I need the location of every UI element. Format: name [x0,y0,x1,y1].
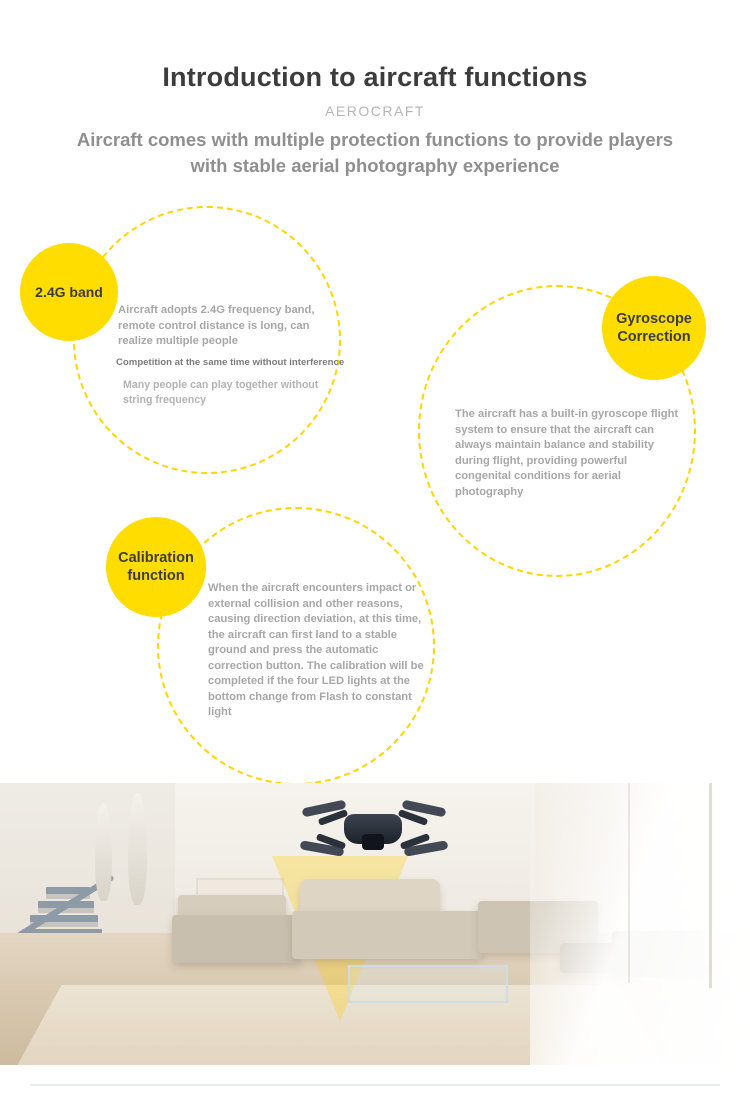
feature-body-gyroscope: The aircraft has a built-in gyroscope flight system to ensure that the aircraft can always maintain balance and stability during flight, providing powerful congenital conditions for aerial photography [455,408,679,498]
feature-badge-calibration [106,517,206,617]
window-glow [530,783,750,1065]
feature-badge-calibration-label: Calibration function [118,550,194,584]
feature-subheading-24g: Competition at the same time without interference [116,357,345,368]
coffee-table [348,965,508,1003]
sofa-middle-section [292,911,482,959]
drone-icon [300,788,448,866]
feature-body-calibration: When the aircraft encounters impact or external collision and other reasons, causing direction deviation, at this time, the aircraft can first land to a stable ground and press the automatic correction button. The calibration will be completed if the four LED lights at the bottom change from Flash to constant light [208,582,424,718]
feature-badge-24g [20,243,118,341]
floor-vase-2 [128,793,147,905]
feature-badge-gyroscope [602,276,706,380]
feature-subbody-24g: Many people can play together without string frequency [123,379,319,406]
window-frame-2 [628,783,630,983]
page-subtitle: AEROCRAFT [325,103,425,119]
sofa-left-section [172,915,300,963]
floor-vase-1 [95,803,112,901]
window-frame-1 [709,783,712,988]
page-tagline: Aircraft comes with multiple protection functions to provide players with stable aerial photography experience [76,129,674,176]
page-title: Introduction to aircraft functions [162,62,588,92]
bottom-divider [30,1084,720,1086]
feature-body-24g: Aircraft adopts 2.4G frequency band, remote control distance is long, can realize multiple people [118,304,315,347]
bottom-strip [0,1065,750,1110]
header [0,0,750,179]
living-room-photo [0,783,750,1065]
feature-badge-gyroscope-label: Gyroscope Correction [616,311,692,345]
feature-badge-24g-label: 2.4G band [35,284,103,300]
